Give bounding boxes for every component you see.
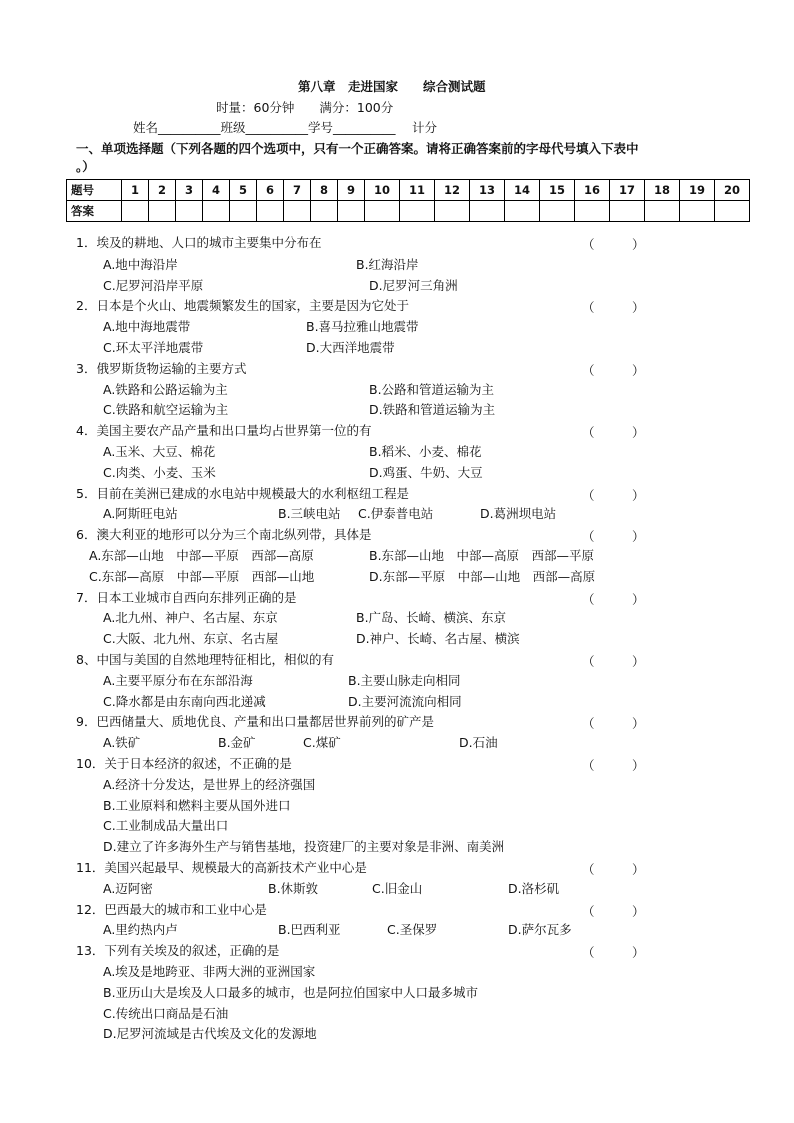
question-4-stem: 4．美国主要农产品产量和出口量均占世界第一位的有	[76, 423, 372, 438]
option: A.东部—山地 中部—平原 西部—高原	[89, 548, 314, 563]
option: D.洛杉矶	[508, 881, 560, 896]
option: B.亚历山大是埃及人口最多的城市，也是阿拉伯国家中人口最多城市	[103, 985, 479, 1000]
option: B.金矿	[218, 735, 256, 750]
option: B.休斯敦	[268, 881, 319, 896]
table-number-cell: 15	[540, 180, 575, 201]
question-6-stem: 6．澳大利亚的地形可以分为三个南北纵列带，具体是	[76, 527, 372, 542]
answer-paren: （ ）	[582, 862, 645, 877]
table-number-cell: 9	[338, 180, 365, 201]
option: B.稻米、小麦、棉花	[369, 444, 482, 459]
answer-cell[interactable]	[365, 201, 400, 222]
option: C.大阪、北九州、东京、名古屋	[103, 631, 279, 646]
option: B.喜马拉雅山地震带	[306, 319, 419, 334]
answer-table-number-row	[67, 180, 750, 201]
question-12-stem: 12．巴西最大的城市和工业中心是	[76, 902, 267, 917]
option: C.尼罗河沿岸平原	[103, 278, 204, 293]
table-number-cell: 11	[400, 180, 435, 201]
option: D.鸡蛋、牛奶、大豆	[369, 465, 483, 480]
option: D.神户、长崎、名古屋、横滨	[356, 631, 520, 646]
question-8-stem: 8、中国与美国的自然地理特征相比，相似的有	[76, 652, 334, 667]
question-7-stem: 7．日本工业城市自西向东排列正确的是	[76, 590, 297, 605]
option: C.煤矿	[303, 735, 341, 750]
table-number-cell: 13	[470, 180, 505, 201]
option: B.红海沿岸	[356, 257, 419, 272]
table-number-cell: 20	[715, 180, 750, 201]
table-number-cell: 1	[122, 180, 149, 201]
option: C.肉类、小麦、玉米	[103, 465, 216, 480]
option: C.降水都是由东南向西北递减	[103, 694, 266, 709]
option: A.主要平原分布在东部沿海	[103, 673, 253, 688]
table-number-cell: 17	[610, 180, 645, 201]
table-header-number: 题号	[67, 180, 122, 201]
option: C.工业制成品大量出口	[103, 818, 229, 833]
option: A.北九州、神户、名古屋、东京	[103, 610, 278, 625]
question-11-stem: 11．美国兴起最早、规模最大的高新技术产业中心是	[76, 860, 367, 875]
answer-cell[interactable]	[505, 201, 540, 222]
answer-cell[interactable]	[610, 201, 645, 222]
table-number-cell: 14	[505, 180, 540, 201]
table-number-cell: 2	[149, 180, 176, 201]
answer-paren: （ ）	[582, 716, 645, 731]
question-9-stem: 9．巴西储量大、质地优良、产量和出口量都居世界前列的矿产是	[76, 714, 434, 729]
option: B.东部—山地 中部—高原 西部—平原	[369, 548, 595, 563]
answer-cell[interactable]	[540, 201, 575, 222]
option: A.经济十分发达，是世界上的经济强国	[103, 777, 316, 792]
question-10-stem: 10．关于日本经济的叙述，不正确的是	[76, 756, 292, 771]
option: B.主要山脉走向相同	[348, 673, 461, 688]
answer-cell[interactable]	[176, 201, 203, 222]
option: B.公路和管道运输为主	[369, 382, 495, 397]
question-3-stem: 3．俄罗斯货物运输的主要方式	[76, 361, 247, 376]
question-2-stem: 2．日本是个火山、地震频繁发生的国家，主要是因为它处于	[76, 298, 409, 313]
answer-cell[interactable]	[645, 201, 680, 222]
option: B.三峡电站	[278, 506, 341, 521]
question-13-stem: 13．下列有关埃及的叙述，正确的是	[76, 943, 280, 958]
option: A.阿斯旺电站	[103, 506, 178, 521]
answer-cell[interactable]	[715, 201, 750, 222]
option: C.伊泰普电站	[358, 506, 434, 521]
answer-paren: （ ）	[582, 945, 645, 960]
answer-cell[interactable]	[575, 201, 610, 222]
table-number-cell: 4	[203, 180, 230, 201]
page-title: 第八章 走进国家 综合测试题	[298, 79, 486, 94]
answer-paren: （ ）	[582, 425, 645, 440]
answer-cell[interactable]	[400, 201, 435, 222]
answer-cell[interactable]	[230, 201, 257, 222]
answer-cell[interactable]	[680, 201, 715, 222]
answer-cell[interactable]	[435, 201, 470, 222]
answer-paren: （ ）	[582, 237, 645, 252]
answer-cell[interactable]	[203, 201, 230, 222]
option: C.传统出口商品是石油	[103, 1006, 229, 1021]
table-number-cell: 19	[680, 180, 715, 201]
question-1-stem: 1．埃及的耕地、人口的城市主要集中分布在	[76, 235, 322, 250]
option: D.葛洲坝电站	[480, 506, 557, 521]
option: D.东部—平原 中部—山地 西部—高原	[369, 569, 596, 584]
question-5-stem: 5．目前在美洲已建成的水电站中规模最大的水利枢纽工程是	[76, 486, 409, 501]
answer-paren: （ ）	[582, 758, 645, 773]
option: D.石油	[459, 735, 498, 750]
option: C.旧金山	[372, 881, 423, 896]
answer-cell[interactable]	[149, 201, 176, 222]
option: D.铁路和管道运输为主	[369, 402, 496, 417]
option: B.广岛、长崎、横滨、东京	[356, 610, 507, 625]
answer-cell[interactable]	[257, 201, 284, 222]
answer-table-answer-row	[67, 201, 750, 222]
option: A.地中海沿岸	[103, 257, 178, 272]
answer-cell[interactable]	[284, 201, 311, 222]
option: C.东部—高原 中部—平原 西部—山地	[89, 569, 315, 584]
option: A.玉米、大豆、棉花	[103, 444, 216, 459]
option: D.尼罗河流域是古代埃及文化的发源地	[103, 1026, 317, 1041]
section-heading-cont: 。）	[76, 159, 95, 174]
option: C.铁路和航空运输为主	[103, 402, 229, 417]
option: C.环太平洋地震带	[103, 340, 204, 355]
option: A.里约热内卢	[103, 922, 178, 937]
option: A.铁矿	[103, 735, 141, 750]
answer-table	[66, 179, 750, 222]
answer-paren: （ ）	[582, 529, 645, 544]
option: D.大西洋地震带	[306, 340, 395, 355]
answer-paren: （ ）	[582, 904, 645, 919]
table-number-cell: 3	[176, 180, 203, 201]
table-number-cell: 8	[311, 180, 338, 201]
option: A.地中海地震带	[103, 319, 191, 334]
answer-cell[interactable]	[122, 201, 149, 222]
answer-cell[interactable]	[338, 201, 365, 222]
option: A.迈阿密	[103, 881, 153, 896]
option: D.萨尔瓦多	[508, 922, 572, 937]
student-info: 姓名__________班级__________学号__________ 计分	[133, 120, 437, 135]
option: A.埃及是地跨亚、非两大洲的亚洲国家	[103, 964, 316, 979]
option: B.巴西利亚	[278, 922, 341, 937]
table-number-cell: 12	[435, 180, 470, 201]
section-heading: 一、单项选择题（下列各题的四个选项中，只有一个正确答案。请将正确答案前的字母代号填入下表中	[76, 141, 639, 156]
option: D.主要河流流向相同	[348, 694, 462, 709]
option: B.工业原料和燃料主要从国外进口	[103, 798, 291, 813]
answer-paren: （ ）	[582, 363, 645, 378]
answer-cell[interactable]	[311, 201, 338, 222]
table-number-cell: 6	[257, 180, 284, 201]
answer-paren: （ ）	[582, 300, 645, 315]
answer-cell[interactable]	[470, 201, 505, 222]
answer-paren: （ ）	[582, 592, 645, 607]
table-number-cell: 18	[645, 180, 680, 201]
table-header-answer: 答案	[67, 201, 122, 222]
table-number-cell: 10	[365, 180, 400, 201]
answer-paren: （ ）	[582, 488, 645, 503]
option: D.尼罗河三角洲	[369, 278, 458, 293]
table-number-cell: 16	[575, 180, 610, 201]
table-number-cell: 7	[284, 180, 311, 201]
answer-paren: （ ）	[582, 654, 645, 669]
option: A.铁路和公路运输为主	[103, 382, 228, 397]
table-number-cell: 5	[230, 180, 257, 201]
time-info: 时量：60分钟 满分：100分	[216, 100, 394, 115]
option: C.圣保罗	[387, 922, 438, 937]
option: D.建立了许多海外生产与销售基地，投资建厂的主要对象是非洲、南美洲	[103, 839, 505, 854]
